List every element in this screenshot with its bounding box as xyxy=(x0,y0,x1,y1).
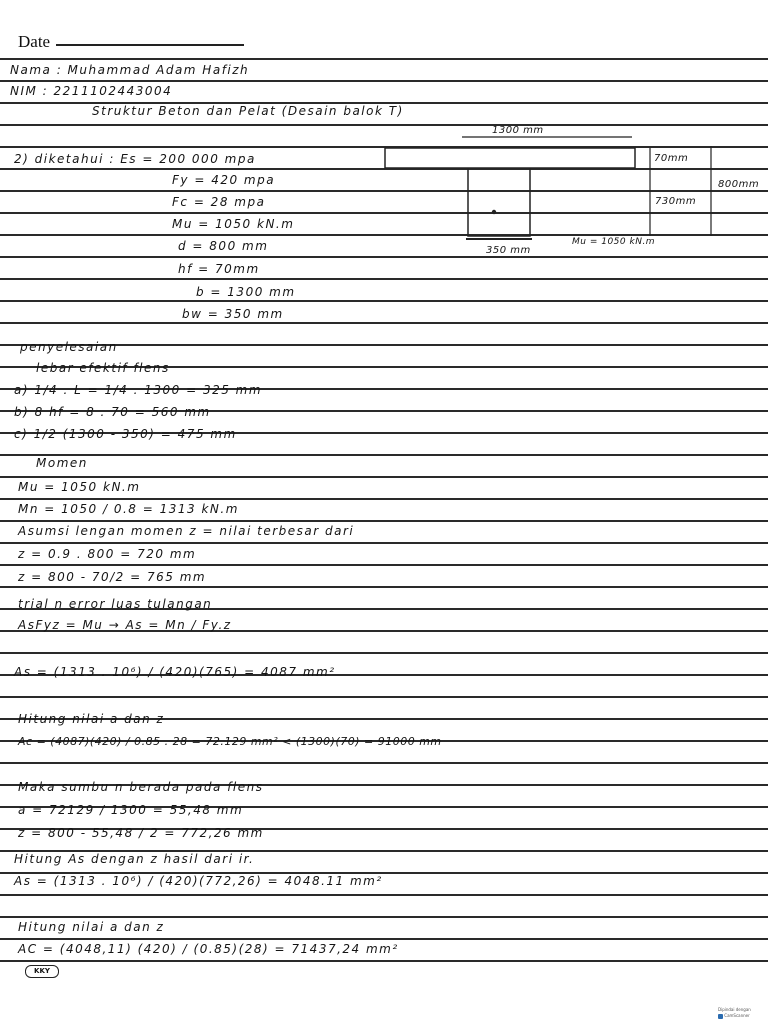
flange-outline xyxy=(385,148,635,168)
ruled-line xyxy=(0,322,768,324)
notebook-logo-badge: KKY xyxy=(25,965,59,978)
scanner-line-2: CamScanner xyxy=(724,1013,750,1018)
ruled-line xyxy=(0,300,768,302)
ruled-line xyxy=(0,564,768,566)
date-label: Date xyxy=(18,32,51,51)
given-b: b = 1300 mm xyxy=(196,285,296,299)
assumption-line: Asumsi lengan momen z = nilai terbesar dari xyxy=(18,524,355,538)
ruled-line xyxy=(0,542,768,544)
given-bw: bw = 350 mm xyxy=(182,307,284,321)
section-lebar-efektif: lebar efektif flens xyxy=(36,361,170,375)
total-height-label: 800mm xyxy=(718,179,760,190)
given-hf: hf = 70mm xyxy=(178,262,260,276)
ruled-line xyxy=(0,124,768,126)
scanner-watermark xyxy=(718,1007,764,1022)
ruled-line xyxy=(0,190,768,192)
flange-thickness-label: 70mm xyxy=(654,153,689,164)
ruled-line xyxy=(0,960,768,962)
section-hitung-as: Hitung As dengan z hasil dari ir. xyxy=(14,852,255,866)
web-outline xyxy=(468,168,530,236)
calc-z2: z = 800 - 70/2 = 765 mm xyxy=(18,570,207,584)
calc-ac1: Ac = (4087)(420) / 0.85 . 28 = 72.129 mm² < (1300)(70) = 91000 mm xyxy=(18,735,442,748)
ruled-line xyxy=(0,58,768,60)
calc-b: b) 8 hf = 8 . 70 = 560 mm xyxy=(14,405,211,419)
ruled-line xyxy=(0,520,768,522)
date-line xyxy=(56,44,244,46)
ruled-line xyxy=(0,696,768,698)
formula-asfyz: AsFyz = Mu → As = Mn / Fy.z xyxy=(18,618,232,632)
ruled-line xyxy=(0,916,768,918)
web-width-label: 350 mm xyxy=(486,245,531,256)
ruled-line xyxy=(0,938,768,940)
flange-width-label: 1300 mm xyxy=(492,125,544,136)
ruled-line xyxy=(0,146,768,148)
section-trial: trial n error luas tulangan xyxy=(18,597,213,611)
subject-title: Struktur Beton dan Pelat (Desain balok T) xyxy=(92,104,404,118)
given-mu: Mu = 1050 kN.m xyxy=(172,217,295,231)
given-fy: Fy = 420 mpa xyxy=(172,173,276,187)
ruled-line xyxy=(0,762,768,764)
ruled-line xyxy=(0,256,768,258)
given-d: d = 800 mm xyxy=(178,239,269,253)
ruled-line xyxy=(0,894,768,896)
ruled-line xyxy=(0,168,768,170)
ruled-line xyxy=(0,586,768,588)
calc-c: c) 1/2 (1300 - 350) = 475 mm xyxy=(14,427,237,441)
ruled-line xyxy=(0,454,768,456)
calc-a2: a = 72129 / 1300 = 55,48 mm xyxy=(18,803,244,817)
calc-mn: Mn = 1050 / 0.8 = 1313 kN.m xyxy=(18,502,239,516)
ruled-line xyxy=(0,234,768,236)
name-line: Nama : Muhammad Adam Hafizh xyxy=(10,63,250,77)
moment-label: Mu = 1050 kN.m xyxy=(572,237,656,247)
ruled-line xyxy=(0,278,768,280)
camscanner-icon xyxy=(718,1014,723,1019)
web-height-label: 730mm xyxy=(655,196,697,207)
nim-line: NIM : 2211102443004 xyxy=(10,84,173,98)
calc-a: a) 1/4 . L = 1/4 . 1300 = 325 mm xyxy=(14,383,263,397)
statement-flens: Maka sumbu n berada pada flens xyxy=(18,780,264,794)
calc-as2: As = (1313 . 10⁶) / (420)(772,26) = 4048.11 mm² xyxy=(14,874,383,888)
calc-ac2: AC = (4048,11) (420) / (0.85)(28) = 71437,24 mm² xyxy=(18,942,399,956)
given-es: 2) diketahui : Es = 200 000 mpa xyxy=(14,152,256,166)
given-fc: Fc = 28 mpa xyxy=(172,195,266,209)
ruled-line xyxy=(0,476,768,478)
calc-as1: As = (1313 . 10⁶) / (420)(765) = 4087 mm² xyxy=(14,665,336,679)
ruled-line xyxy=(0,80,768,82)
section-momen: Momen xyxy=(36,456,88,470)
calc-z3: z = 800 - 55,48 / 2 = 772,26 mm xyxy=(18,826,264,840)
section-hitung-a-z-2: Hitung nilai a dan z xyxy=(18,920,165,934)
scanner-line-1: Dipindai dengan xyxy=(718,1007,751,1012)
calc-mu: Mu = 1050 kN.m xyxy=(18,480,141,494)
ruled-line xyxy=(0,212,768,214)
ruled-line xyxy=(0,498,768,500)
calc-z1: z = 0.9 . 800 = 720 mm xyxy=(18,547,197,561)
ruled-line xyxy=(0,652,768,654)
section-penyelesaian: penyelesaian xyxy=(20,340,118,354)
section-hitung-a-z-1: Hitung nilai a dan z xyxy=(18,712,165,726)
